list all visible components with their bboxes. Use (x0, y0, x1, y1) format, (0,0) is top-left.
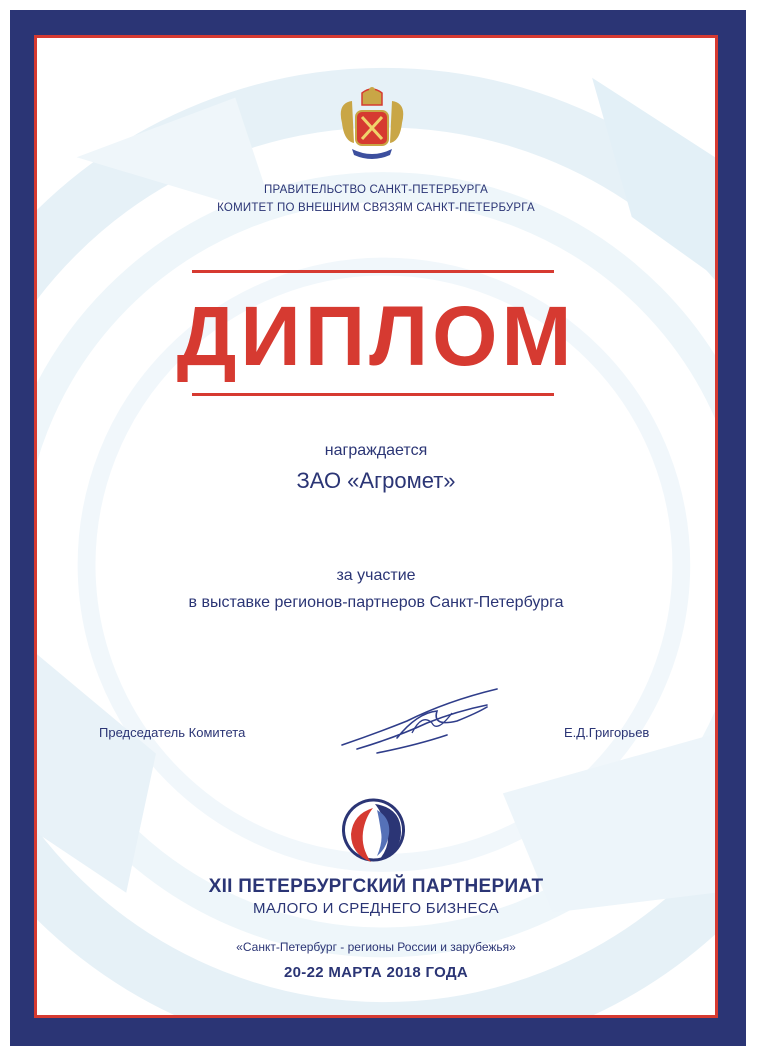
issuer-line-1: ПРАВИТЕЛЬСТВО САНКТ-ПЕТЕРБУРГА (264, 184, 488, 196)
event-tagline: «Санкт-Петербург - регионы России и зарубежья» (236, 940, 516, 954)
signer-name: Е.Д.Григорьев (564, 725, 650, 740)
event-dates: 20-22 МАРТА 2018 ГОДА (283, 964, 468, 981)
reason-line-1: за участие (336, 567, 416, 584)
diploma-sheet (34, 35, 718, 1018)
issuer-line-2: КОМИТЕТ ПО ВНЕШНИМ СВЯЗЯМ САНКТ-ПЕТЕРБУРГА (217, 202, 535, 214)
awarded-label: награждается (324, 442, 428, 459)
recipient-name: ЗАО «Агромет» (296, 468, 456, 493)
document-title: ДИПЛОМ (176, 289, 576, 383)
partnership-logo-icon (339, 796, 409, 868)
st-petersburg-coat-of-arms-icon (332, 83, 412, 163)
event-title: XII ПЕТЕРБУРГСКИЙ ПАРТНЕРИАТ (208, 876, 544, 897)
event-subtitle: МАЛОГО И СРЕДНЕГО БИЗНЕСА (253, 900, 499, 917)
reason-line-2: в выставке регионов-партнеров Санкт-Петербурга (188, 594, 564, 611)
handwritten-signature (337, 683, 527, 758)
title-rule-bottom (192, 393, 554, 396)
title-rule-top (192, 270, 554, 273)
signer-position: Председатель Комитета (99, 725, 246, 740)
